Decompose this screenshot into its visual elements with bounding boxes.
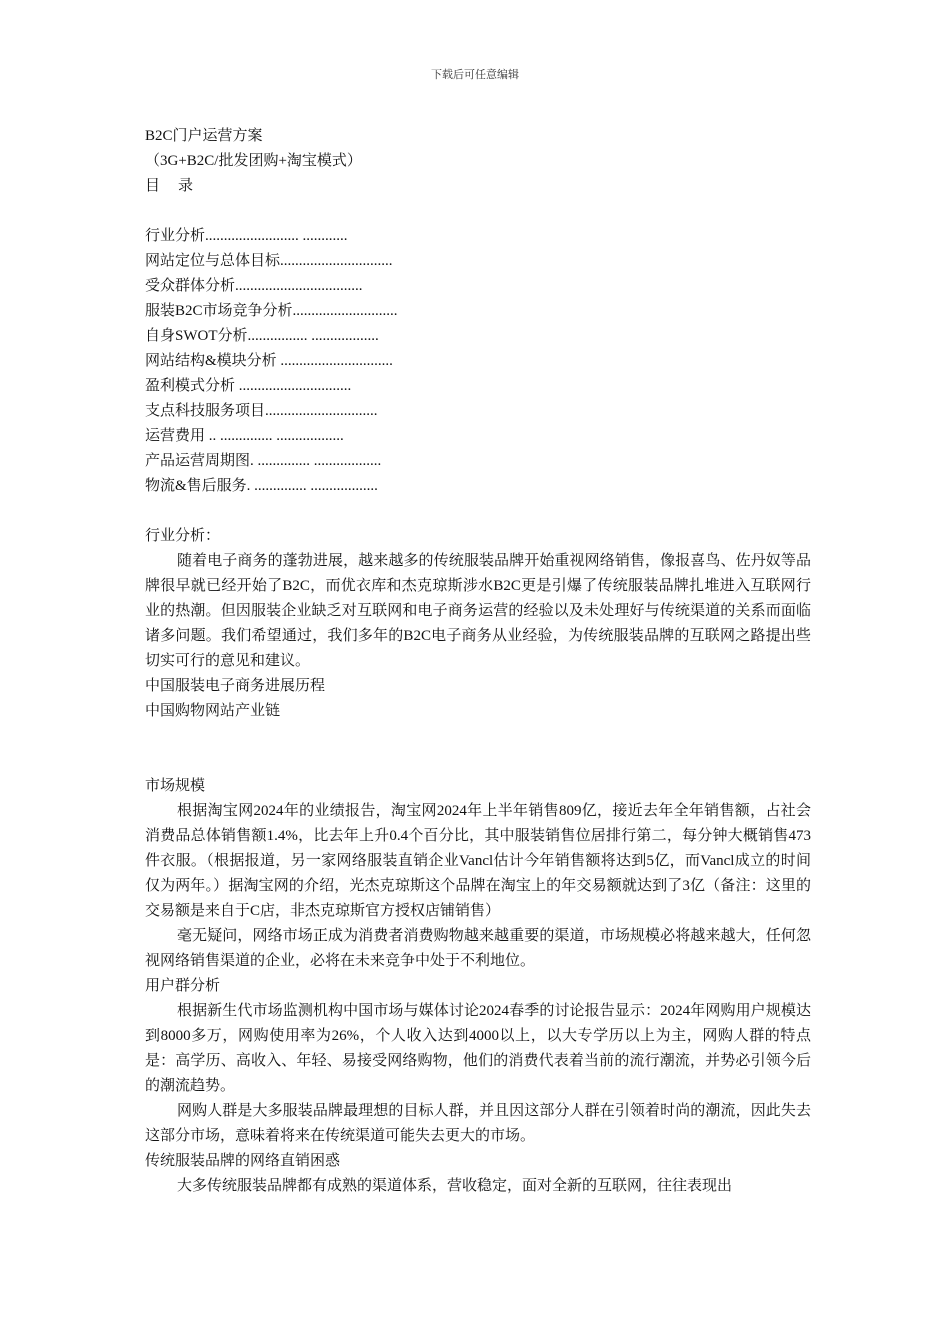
section-heading-users: 用户群分析 bbox=[145, 978, 221, 994]
toc-title-char-2: 录 bbox=[178, 178, 194, 194]
paragraph-market-1: 根据淘宝网2024年的业绩报告，淘宝网2024年上半年销售809亿，接近去年全年销售额，占社会消费品总体销售额1.4%，比去年上升0.4个百分比，其中服装销售位居排行第二，每分钟大概销售473件衣服。（根据报道，另一家网络服装直销企业Vancl估计今年销售额将达到5亿，而Vancl成立的时间仅为两年。）据淘宝网的介绍，光杰克琼斯这个品牌在淘宝上的年交易额就达到了3亿（备注：这里的交易额是来自于C店，非杰克琼斯官方授权店铺销售） bbox=[145, 803, 811, 919]
toc-item: 网站结构&模块分析 .............................. bbox=[145, 353, 393, 369]
paragraph-market-2: 毫无疑问，网络市场正成为消费者消费购物越来越重要的渠道，市场规模必将越来越大，任何忽视网络销售渠道的企业，必将在未来竞争中处于不利地位。 bbox=[145, 928, 811, 969]
table-of-contents bbox=[145, 224, 811, 499]
section-heading-chain: 中国购物网站产业链 bbox=[145, 703, 281, 719]
toc-item: 服装B2C市场竞争分析............................ bbox=[145, 303, 398, 319]
section-heading-history: 中国服装电子商务进展历程 bbox=[145, 678, 326, 694]
paragraph-users-2: 网购人群是大多服装品牌最理想的目标人群，并且因这部分人群在引领着时尚的潮流，因此失去这部分市场，意味着将来在传统渠道可能失去更大的市场。 bbox=[145, 1103, 811, 1144]
document-subtitle: （3G+B2C/批发团购+淘宝模式） bbox=[145, 153, 362, 169]
toc-item: 网站定位与总体目标.............................. bbox=[145, 253, 393, 269]
toc-item: 支点科技服务项目.............................. bbox=[145, 403, 378, 419]
toc-item: 自身SWOT分析................ .................. bbox=[145, 328, 379, 344]
toc-title-char-1: 目 bbox=[145, 178, 161, 194]
toc-item: 盈利模式分析 .............................. bbox=[145, 378, 352, 394]
toc-item: 运营费用 .. .............. .................. bbox=[145, 428, 344, 444]
paragraph-direct-sales: 大多传统服装品牌都有成熟的渠道体系，营收稳定，面对全新的互联网，往往表现出 bbox=[177, 1178, 733, 1194]
toc-item: 行业分析......................... ............ bbox=[145, 228, 348, 244]
section-heading-market: 市场规模 bbox=[145, 778, 206, 794]
paragraph-users-1: 根据新生代市场监测机构中国市场与媒体讨论2024春季的讨论报告显示：2024年网购用户规模达到8000多万，网购使用率为26%，个人收入达到4000以上，以大专学历以上为主，网购人群的特点是：高学历、高收入、年轻、易接受网络购物，他们的消费代表着当前的流行潮流，并势必引领今后的潮流趋势。 bbox=[145, 1003, 811, 1094]
section-heading-industry: 行业分析： bbox=[145, 528, 221, 544]
page-header-note: 下载后可任意编辑 bbox=[431, 69, 519, 81]
paragraph-industry: 随着电子商务的蓬勃进展，越来越多的传统服装品牌开始重视网络销售，像报喜鸟、佐丹奴等品牌很早就已经开始了B2C，而优衣库和杰克琼斯涉水B2C更是引爆了传统服装品牌扎堆进入互联网行业的热潮。但因服装企业缺乏对互联网和电子商务运营的经验以及未处理好与传统渠道的关系而面临诸多问题。我们希望通过，我们多年的B2C电子商务从业经验，为传统服装品牌的互联网之路提出些切实可行的意见和建议。 bbox=[145, 553, 811, 669]
section-heading-direct-sales: 传统服装品牌的网络直销困惑 bbox=[145, 1153, 341, 1169]
document-title: B2C门户运营方案 bbox=[145, 128, 263, 144]
document-body bbox=[145, 124, 811, 1199]
toc-item: 产品运营周期图. .............. .................. bbox=[145, 453, 382, 469]
toc-title bbox=[145, 174, 811, 199]
toc-item: 受众群体分析.................................. bbox=[145, 278, 363, 294]
toc-item: 物流&售后服务. .............. .................. bbox=[145, 478, 378, 494]
